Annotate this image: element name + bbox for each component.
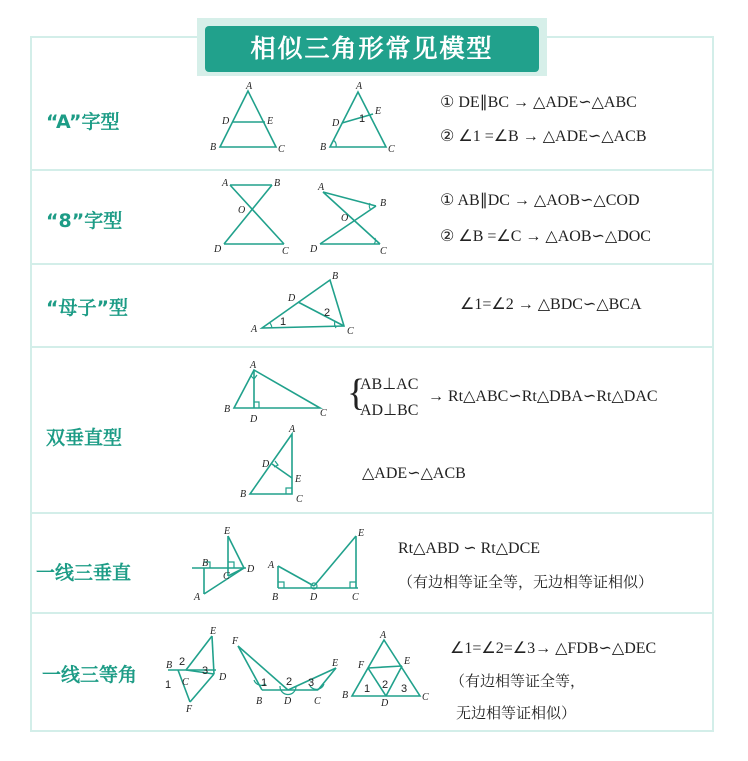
- condition-ad-perp-bc: AD⊥BC: [360, 402, 419, 419]
- figure-8-shape-parallel: [210, 176, 290, 256]
- svg-text:C: C: [282, 246, 289, 257]
- svg-text:C: C: [296, 494, 303, 505]
- condition-ab-perp-ac: AB⊥AC: [360, 376, 419, 393]
- svg-text:O: O: [341, 213, 349, 224]
- svg-text:1: 1: [359, 113, 366, 125]
- line-three-equal-angles-note-2: 无边相等证相似）: [456, 704, 577, 722]
- svg-text:1: 1: [280, 316, 287, 328]
- page-title: 相似三角形常见模型: [205, 26, 539, 72]
- svg-text:A: A: [289, 424, 296, 435]
- svg-text:E: E: [224, 526, 231, 537]
- svg-text:D: D: [219, 672, 227, 683]
- row-label-line-three-equal-angles: 一线三等角: [42, 664, 138, 686]
- row-label-line-three-perpendicular: 一线三垂直: [36, 562, 132, 584]
- double-perpendicular-rule-2: △ADE∽△ACB: [362, 465, 466, 482]
- svg-text:C: C: [223, 571, 230, 582]
- svg-text:B: B: [224, 404, 231, 415]
- svg-text:C: C: [422, 692, 429, 703]
- figure-a-shape-parallel: [208, 80, 288, 155]
- row-divider: [31, 512, 713, 514]
- line-three-equal-angles-rule: ∠1=∠2=∠3→ △FDB∽△DEC: [450, 640, 657, 657]
- svg-text:2: 2: [382, 679, 389, 691]
- svg-text:E: E: [358, 528, 365, 539]
- a-shape-rule-1: ① DE∥BC → △ADE∽△ABC: [440, 94, 637, 111]
- row-label-double-perpendicular: 双垂直型: [46, 427, 123, 449]
- figure-mother-child: [248, 268, 358, 338]
- svg-text:E: E: [375, 106, 382, 117]
- svg-text:C: C: [314, 696, 321, 707]
- figure-line-three-perpendicular-2: [266, 528, 376, 604]
- svg-text:B: B: [342, 690, 349, 701]
- line-three-equal-angles-note-1: （有边相等证全等，: [450, 672, 586, 690]
- svg-text:C: C: [347, 326, 354, 337]
- svg-text:3: 3: [308, 677, 315, 689]
- svg-text:A: A: [318, 182, 325, 193]
- row-divider: [31, 169, 713, 171]
- svg-text:D: D: [247, 564, 255, 575]
- row-label-mother-child: “母子”型: [46, 297, 128, 319]
- row-label-a-shape: “A”字型: [46, 111, 120, 133]
- svg-text:A: A: [356, 81, 363, 92]
- svg-text:C: C: [278, 144, 285, 155]
- figure-8-shape-angle: [308, 176, 398, 256]
- svg-text:E: E: [295, 474, 302, 485]
- figure-line-three-perpendicular-1: [188, 522, 268, 602]
- svg-text:D: D: [332, 118, 340, 129]
- mother-child-rule: ∠1=∠2 → △BDC∽△BCA: [460, 296, 642, 313]
- svg-text:O: O: [238, 205, 246, 216]
- svg-text:D: D: [262, 459, 270, 470]
- figure-a-shape-angle: [318, 80, 398, 155]
- svg-text:E: E: [332, 658, 339, 669]
- svg-text:A: A: [251, 324, 258, 335]
- svg-text:B: B: [380, 198, 387, 209]
- svg-text:C: C: [182, 677, 189, 688]
- row-label-8-shape: “8”字型: [46, 210, 123, 232]
- line-three-perpendicular-note: （有边相等证全等，无边相等证相似）: [398, 573, 654, 591]
- svg-text:B: B: [210, 142, 217, 153]
- svg-text:2: 2: [179, 656, 186, 668]
- svg-text:1: 1: [261, 677, 268, 689]
- svg-text:B: B: [202, 558, 209, 569]
- figure-line-three-equal-angles-2: [228, 632, 348, 712]
- svg-text:A: A: [268, 560, 275, 571]
- svg-text:C: C: [352, 592, 359, 603]
- svg-text:F: F: [186, 704, 193, 715]
- svg-text:C: C: [380, 246, 387, 257]
- svg-text:B: B: [272, 592, 279, 603]
- svg-text:D: D: [250, 414, 258, 425]
- figure-double-perpendicular-1: [222, 356, 332, 428]
- svg-text:E: E: [267, 116, 274, 127]
- svg-text:D: D: [288, 293, 296, 304]
- line-three-perpendicular-rule: Rt△ABD ∽ Rt△DCE: [398, 540, 541, 557]
- figure-double-perpendicular-2: [238, 424, 318, 504]
- svg-text:F: F: [232, 636, 239, 647]
- svg-text:3: 3: [202, 665, 209, 677]
- svg-text:A: A: [194, 592, 201, 603]
- svg-text:A: A: [246, 81, 253, 92]
- svg-text:B: B: [332, 271, 339, 282]
- svg-text:1: 1: [165, 679, 172, 691]
- svg-text:D: D: [214, 244, 222, 255]
- svg-text:1: 1: [364, 683, 371, 695]
- title-banner: [197, 18, 547, 76]
- svg-text:B: B: [274, 178, 281, 189]
- svg-text:B: B: [256, 696, 263, 707]
- svg-text:A: A: [250, 360, 257, 371]
- row-divider: [31, 346, 713, 348]
- svg-text:D: D: [222, 116, 230, 127]
- svg-text:C: C: [388, 144, 395, 155]
- figure-line-three-equal-angles-3: [342, 626, 436, 709]
- svg-text:F: F: [358, 660, 365, 671]
- a-shape-rule-2: ② ∠1 =∠B → △ADE∽△ACB: [440, 128, 647, 145]
- svg-text:2: 2: [324, 307, 331, 319]
- svg-text:E: E: [404, 656, 411, 667]
- svg-text:D: D: [310, 244, 318, 255]
- double-perpendicular-rule-1: → Rt△ABC∽Rt△DBA∽Rt△DAC: [428, 388, 658, 405]
- svg-text:E: E: [210, 626, 217, 637]
- row-divider: [31, 263, 713, 265]
- svg-text:B: B: [320, 142, 327, 153]
- svg-text:2: 2: [286, 676, 293, 688]
- svg-text:3: 3: [401, 683, 408, 695]
- row-divider: [31, 612, 713, 614]
- svg-text:C: C: [320, 408, 327, 419]
- svg-text:B: B: [166, 660, 173, 671]
- svg-text:D: D: [310, 592, 318, 603]
- 8-shape-rule-2: ② ∠B =∠C → △AOB∽△DOC: [440, 228, 651, 245]
- condition-brace: {: [347, 372, 366, 414]
- svg-text:D: D: [381, 698, 389, 709]
- svg-text:B: B: [240, 489, 247, 500]
- 8-shape-rule-1: ① AB∥DC → △AOB∽△COD: [440, 192, 640, 209]
- svg-text:A: A: [222, 178, 229, 189]
- svg-text:A: A: [380, 630, 387, 641]
- svg-text:D: D: [284, 696, 292, 707]
